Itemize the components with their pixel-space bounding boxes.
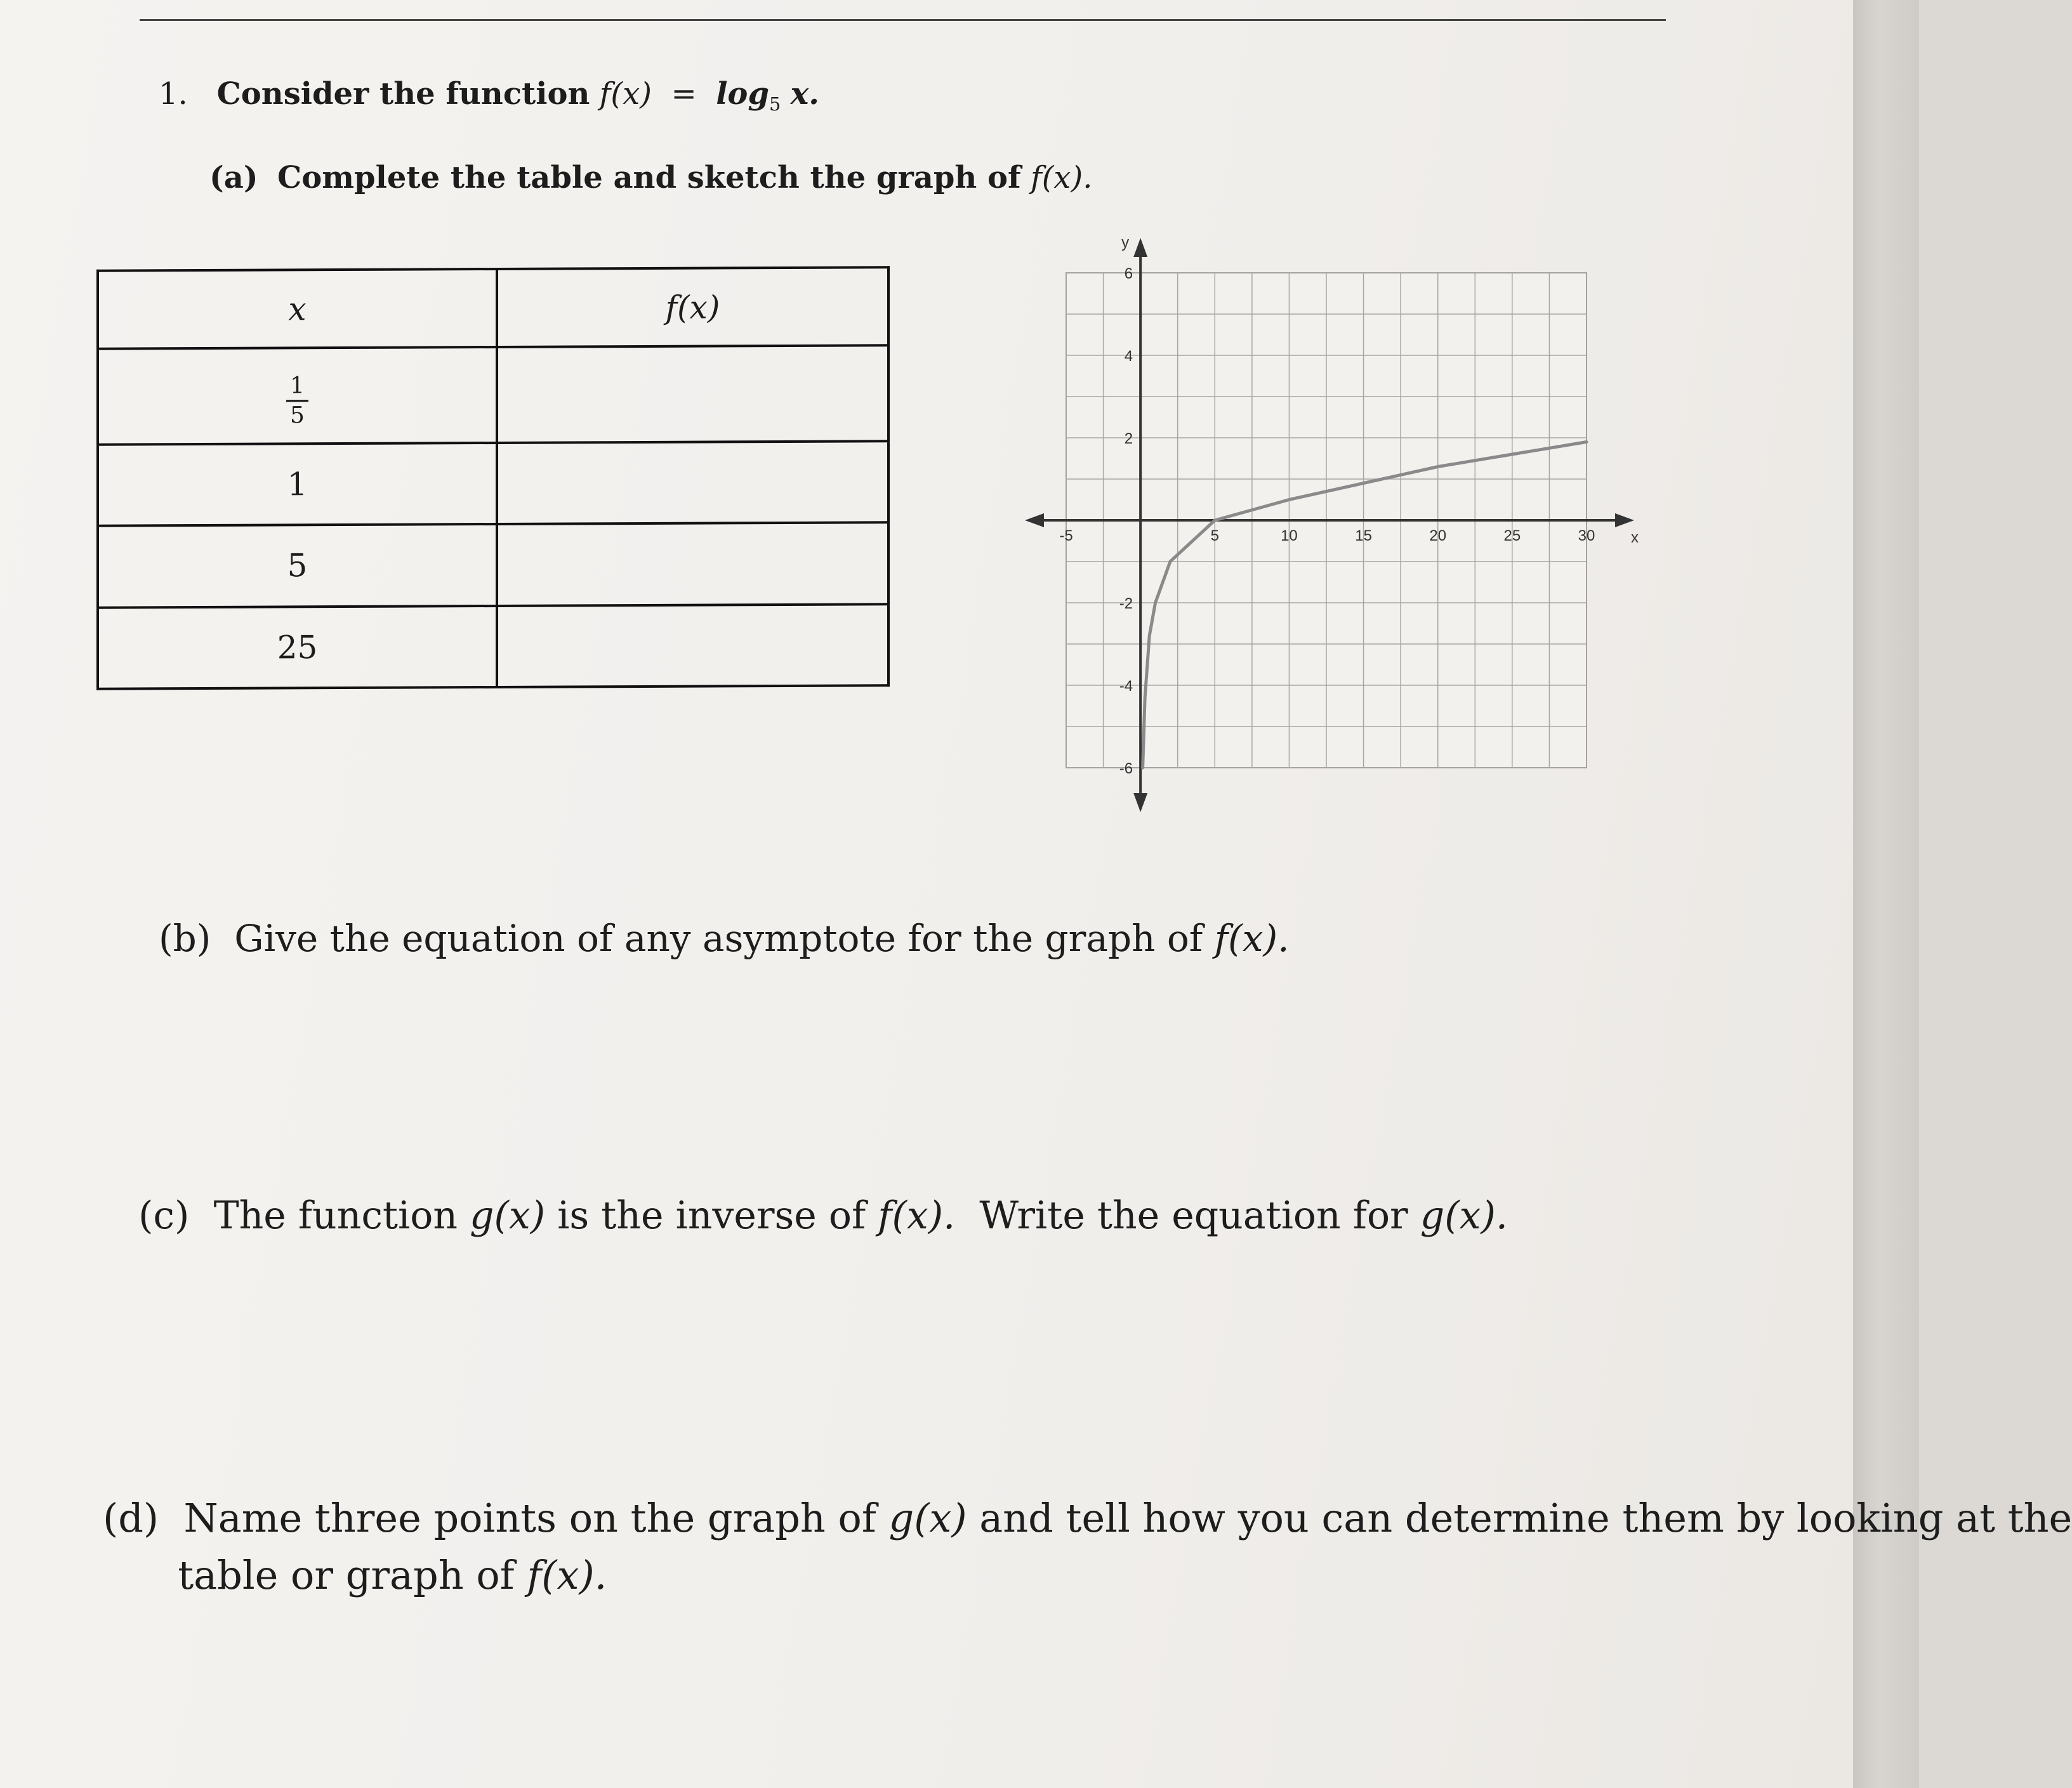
cell-x: 25: [98, 606, 497, 689]
x-axis-arrow-left: [1025, 513, 1044, 527]
part-c-t1: The function: [213, 1193, 458, 1238]
x-tick-label: 10: [1281, 527, 1298, 544]
x-tick-label: 25: [1503, 527, 1521, 544]
y-axis-arrow-down: [1133, 793, 1147, 812]
problem-1: [159, 76, 819, 113]
part-a: [209, 160, 1092, 197]
log-arg: x.: [790, 76, 819, 112]
y-axis-label: y: [1121, 234, 1130, 251]
x-tick-label: 30: [1578, 527, 1595, 544]
part-c-t3: Write the equation for: [979, 1193, 1408, 1238]
cell-x: 1: [98, 443, 497, 526]
part-d: [103, 1490, 2072, 1604]
table-row: [98, 522, 888, 607]
function-lhs: f(x): [599, 76, 652, 112]
log-text: log: [716, 76, 769, 112]
problem-intro: Consider the function: [216, 76, 590, 112]
fraction-denominator: 5: [290, 402, 305, 428]
part-d-gx: g(x): [888, 1495, 967, 1541]
graph: [1015, 228, 1639, 818]
part-c-gx: g(x): [470, 1193, 546, 1238]
part-a-text: Complete the table and sketch the graph of: [277, 160, 1021, 195]
y-axis-arrow-up: [1133, 238, 1147, 257]
fraction: [286, 373, 308, 428]
header-fx: f(x): [497, 267, 888, 347]
part-d-t1: Name three points on the graph of: [183, 1495, 876, 1541]
y-tick-label: -6: [1119, 760, 1133, 777]
part-d-label: (d): [103, 1495, 159, 1541]
value-table: [96, 266, 890, 690]
table-header-row: [98, 267, 888, 349]
part-c-fx: f(x).: [878, 1193, 956, 1238]
part-b: [159, 917, 1290, 961]
table-row: [98, 441, 888, 526]
y-tick-label: 4: [1124, 348, 1133, 365]
part-c-gx2: g(x).: [1420, 1193, 1508, 1238]
cell-fx[interactable]: [497, 441, 888, 524]
part-d-t2: and tell how you can determine them by looking at the: [979, 1495, 2072, 1541]
y-tick-label: -2: [1119, 595, 1133, 612]
log-base: 5: [769, 93, 781, 115]
part-d-t3: table or graph of: [178, 1551, 515, 1598]
cell-fx[interactable]: [497, 604, 888, 687]
fraction-numerator: 1: [286, 373, 308, 402]
x-tick-label: 15: [1355, 527, 1372, 544]
y-tick-label: 2: [1124, 430, 1133, 447]
equals-sign: =: [671, 76, 697, 112]
part-b-label: (b): [159, 917, 211, 960]
top-rule: [140, 19, 1666, 21]
table-row: [98, 346, 888, 445]
x-tick-label: 5: [1210, 527, 1219, 544]
part-a-fx: f(x).: [1030, 160, 1093, 195]
part-b-fx: f(x).: [1214, 917, 1290, 960]
part-c-label: (c): [138, 1193, 190, 1238]
part-b-text: Give the equation of any asymptote for the graph of: [234, 917, 1203, 960]
cell-fx[interactable]: [497, 522, 888, 605]
header-x: x: [98, 269, 497, 349]
part-c-t2: is the inverse of: [557, 1193, 866, 1238]
x-tick-label: -5: [1059, 527, 1073, 544]
y-tick-label: -4: [1119, 678, 1133, 695]
part-c: [138, 1193, 1508, 1239]
cell-x: 5: [98, 524, 497, 607]
y-tick-label: 6: [1124, 265, 1133, 282]
part-d-fx: f(x).: [527, 1551, 607, 1598]
cell-fx[interactable]: [497, 346, 888, 443]
table-row: [98, 604, 888, 689]
problem-number: 1.: [159, 76, 188, 112]
x-tick-label: 20: [1429, 527, 1447, 544]
cell-x-fraction: [98, 347, 497, 444]
x-axis-label: x: [1631, 529, 1639, 546]
part-a-label: (a): [209, 160, 258, 195]
